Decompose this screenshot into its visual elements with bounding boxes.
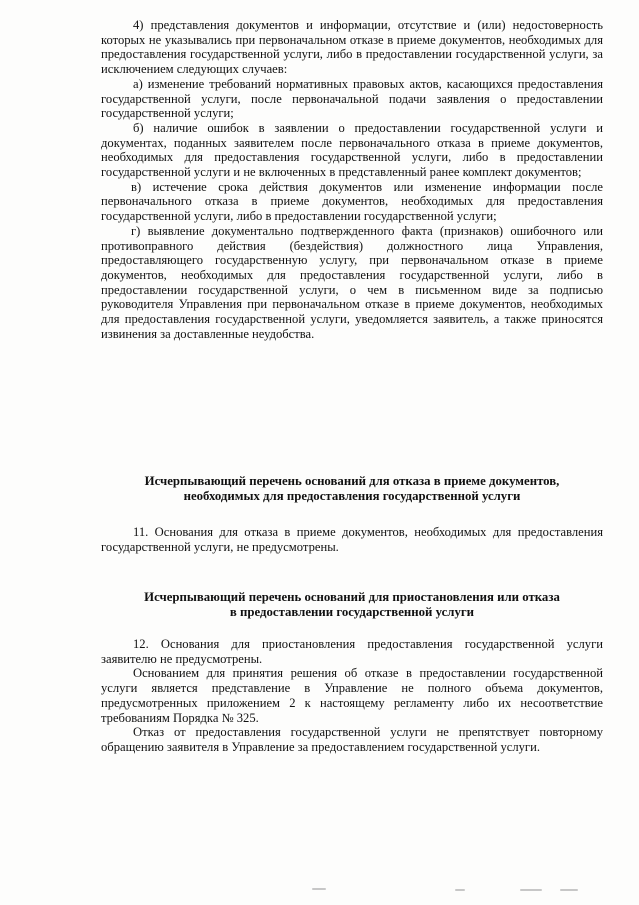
heading-line: Исчерпывающий перечень оснований для приостановления или отказа: [144, 590, 560, 604]
paragraph-basis: Основанием для принятия решения об отказе в предоставлении государственной услуги является представление в Управление не полного объема документов, предусмотренных приложением 2 к настоящему регламенту либо их несоответствие требованиям Порядка № 325.: [101, 666, 603, 725]
paragraph-item-a: а) изменение требований нормативных правовых актов, касающихся предоставления государственной услуги, после первоначальной подачи заявления о предоставлении государственной услуги;: [101, 76, 603, 121]
heading-line: Исчерпывающий перечень оснований для отказа в приеме документов,: [144, 474, 560, 488]
paragraph-item-g: г) выявление документально подтвержденного факта (признаков) ошибочного или противоправного действия (бездействия) должностного лица Управления, предоставляющего государственную услугу, при первоначальном отказе в приеме документов, необходимых для предоставления государственной услуги, либо в предоставлении государственной услуги, о чем в письменном виде за подписью руководителя Управления при первоначальном отказе в приеме документов, необходимых для предоставления государственной услуги, уведомляется заявитель, а также приносятся извинения за доставленные неудобства.: [101, 223, 603, 341]
paragraph-item-4: 4) представления документов и информации, отсутствие и (или) недостоверность которых не указывались при первоначальном отказе в приеме документов, необходимых для предоставления государственной услуги, либо в предоставлении государственной услуги, за исключением следующих случаев:: [101, 18, 603, 77]
exceptions-block: [101, 18, 603, 341]
scan-artifact: [560, 889, 578, 891]
paragraph-11: 11. Основания для отказа в приеме документов, необходимых для предоставления государственной услуги, не предусмотрены.: [101, 525, 603, 554]
section-refusal-documents-body: [101, 525, 603, 554]
paragraph-item-v: в) истечение срока действия документов или изменение информации после первоначального отказа в приеме документов, необходимых для предоставления государственной услуги, либо в предоставлении государственной услуги;: [101, 179, 603, 224]
scan-artifact: [520, 889, 542, 891]
scan-artifact: [455, 889, 465, 891]
paragraph-item-b: б) наличие ошибок в заявлении о предоставлении государственной услуги и документах, поданных заявителем после первоначального отказа в приеме документов, необходимых для предоставления государственной услуги, либо в предоставлении государственной услуги и не включенных в представленный ранее комплект документов;: [101, 120, 603, 180]
heading-line: необходимых для предоставления государственной услуги: [183, 489, 521, 503]
paragraph-refusal: Отказ от предоставления государственной услуги не препятствует повторному обращению заявителя в Управление за предоставлением государственной услуги.: [101, 725, 603, 754]
paragraph-12: 12. Основания для приостановления предоставления государственной услуги заявителю не предусмотрены.: [101, 637, 603, 666]
heading-line: в предоставлении государственной услуги: [229, 605, 475, 619]
section-heading-refusal-documents: [101, 474, 603, 504]
section-suspension-body: [101, 637, 603, 755]
scan-artifact: [312, 888, 326, 890]
section-heading-suspension: [101, 590, 603, 620]
